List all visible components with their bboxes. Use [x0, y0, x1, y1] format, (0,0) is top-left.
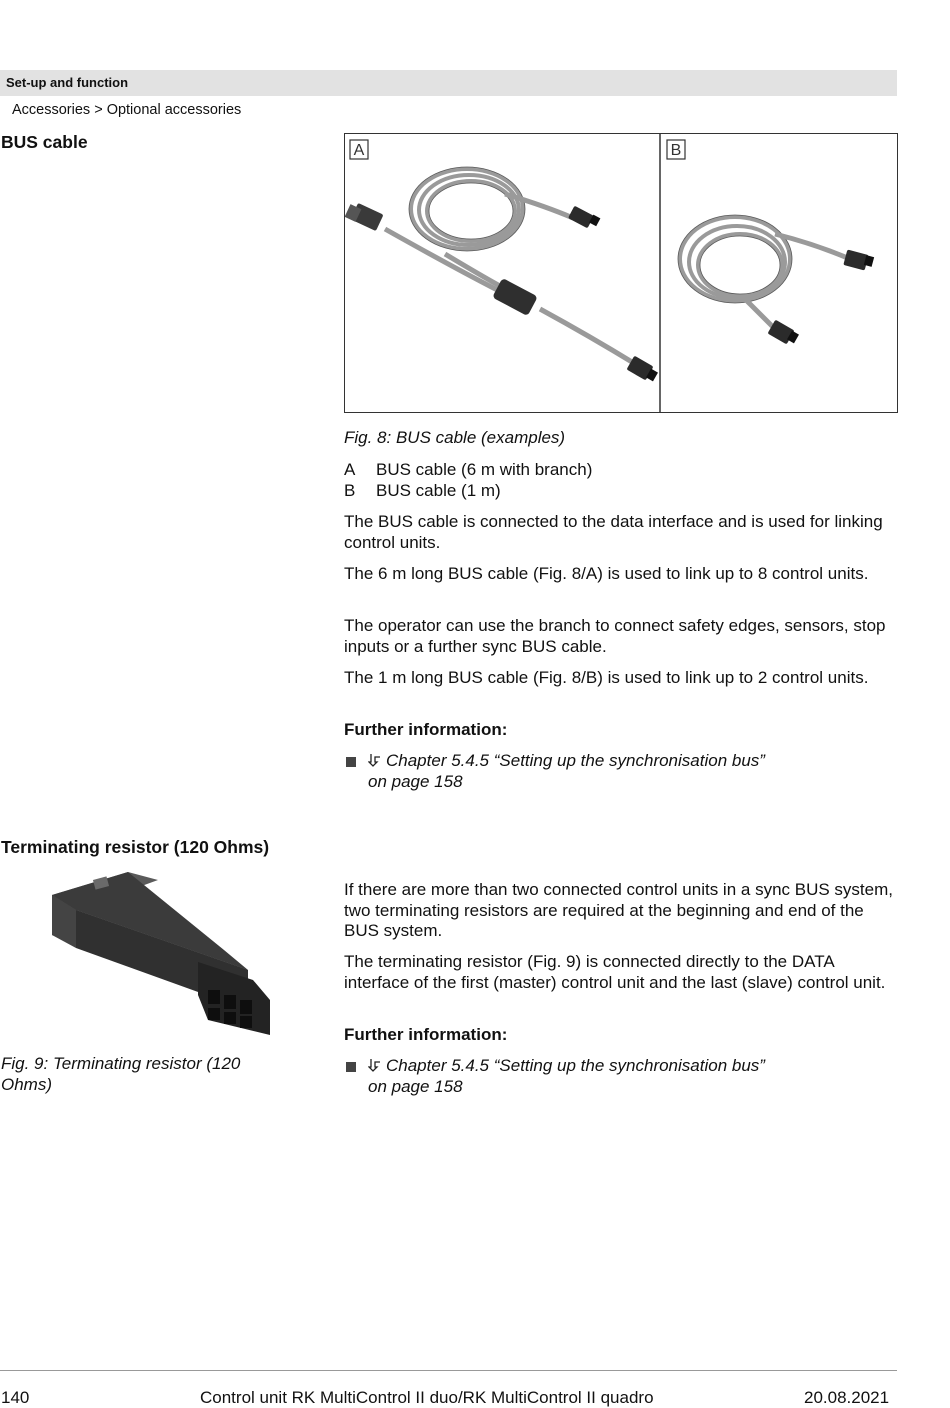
footer-date: 20.08.2021 [804, 1388, 890, 1407]
footer-page-number: 140 [1, 1388, 30, 1407]
terminating-resistor-paragraph-1: If there are more than two connected control units in a sync BUS system, two terminating resistors are required at the beginning and end of the BUS system. [344, 880, 893, 940]
bus-cable-figure-caption: Fig. 8: BUS cable (examples) [344, 428, 566, 447]
bus-cable-illustration [345, 134, 897, 412]
terminating-resistor-caption: Fig. 9: Terminating resistor (120 Ohms) [1, 1054, 241, 1094]
bus-cable-paragraph-2: The 6 m long BUS cable (Fig. 8/A) is used to link up to 8 control units. [344, 564, 869, 583]
bus-cable-further-info: Further information: [344, 720, 508, 739]
bus-cable-paragraph-3: The operator can use the branch to connect safety edges, sensors, stop inputs or a further sync BUS cable. [344, 616, 886, 656]
terminating-resistor-image [48, 870, 272, 1040]
bullet-square-icon [346, 1062, 356, 1072]
terminating-resistor-further-info: Further information: [344, 1025, 508, 1044]
panel-a-label: A [353, 142, 365, 159]
bus-cable-chapter-link-page[interactable]: on page 158 [368, 772, 463, 791]
footer-document-title: Control unit RK MultiControl II duo/RK MultiControl II quadro [200, 1388, 654, 1407]
link-arrow-icon [368, 751, 386, 772]
legend-text: BUS cable (6 m with branch) [376, 460, 593, 479]
bullet-square-icon [346, 757, 356, 767]
legend-text: BUS cable (1 m) [376, 480, 501, 500]
legend-item-b [344, 481, 501, 502]
bus-cable-figure [344, 133, 898, 413]
legend-key: B [344, 480, 356, 500]
section-title: Set-up and function [6, 75, 129, 90]
link-text[interactable]: Chapter 5.4.5 “Setting up the synchronisation bus” [386, 751, 765, 770]
section-header-bar [0, 70, 897, 96]
terminating-resistor-chapter-link[interactable] [368, 1056, 765, 1077]
bus-cable-chapter-link[interactable] [368, 751, 765, 772]
bus-cable-paragraph-1: The BUS cable is connected to the data interface and is used for linking control units. [344, 512, 883, 552]
terminating-resistor-chapter-link-page[interactable]: on page 158 [368, 1077, 463, 1096]
legend-item-a [344, 460, 592, 481]
panel-b-label: B [670, 142, 682, 159]
terminating-resistor-paragraph-2: The terminating resistor (Fig. 9) is connected directly to the DATA interface of the first (master) control unit and the last (slave) control unit. [344, 952, 886, 992]
legend-key: A [344, 460, 356, 479]
link-text[interactable]: Chapter 5.4.5 “Setting up the synchronisation bus” [386, 1056, 765, 1075]
bus-cable-heading: BUS cable [1, 132, 88, 152]
breadcrumb[interactable]: Accessories > Optional accessories [12, 102, 242, 118]
link-arrow-icon [368, 1056, 386, 1077]
terminating-resistor-illustration [48, 870, 272, 1040]
footer-divider [0, 1370, 897, 1371]
bus-cable-paragraph-4: The 1 m long BUS cable (Fig. 8/B) is used to link up to 2 control units. [344, 668, 869, 687]
terminating-resistor-heading: Terminating resistor (120 Ohms) [1, 837, 270, 857]
